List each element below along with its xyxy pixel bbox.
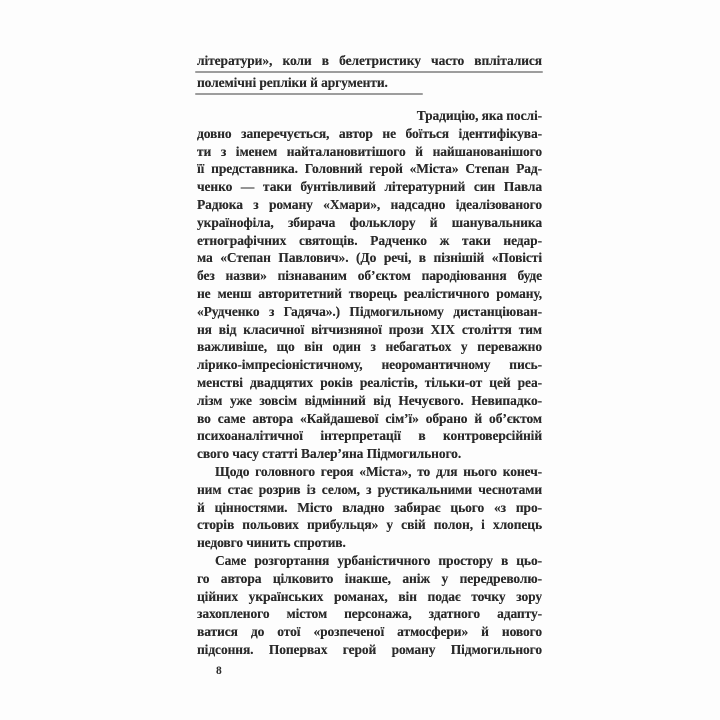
body-line bbox=[197, 499, 542, 517]
body-line bbox=[197, 374, 542, 392]
body-line-text: ційних українських романах, він подає точку зору bbox=[197, 588, 542, 604]
quote-line-text: літератури», коли в белетристику часто впліталися bbox=[197, 53, 542, 68]
body-line-text: без назви» пізнаваним об’єктом пародіювання буде bbox=[197, 268, 542, 284]
body-line-text: ня від класичної вітчизняної прози XIX століття тим bbox=[197, 321, 542, 337]
body-line bbox=[197, 552, 542, 570]
quote-line bbox=[197, 50, 542, 72]
body-line bbox=[197, 285, 542, 303]
body-line-text: Традицію, яка послі- bbox=[416, 108, 542, 123]
body-line bbox=[197, 249, 542, 267]
body-line bbox=[197, 160, 542, 178]
body-line bbox=[197, 232, 542, 250]
body-line bbox=[197, 588, 542, 606]
body-line-text: во саме автора «Кайдашевої сім’ї» обрано й об’єктом bbox=[197, 410, 542, 426]
body-line-text: психоаналітичної інтерпретації в контроверсійній bbox=[197, 428, 542, 444]
body-line-text: свого часу статті Валер’яна Підмогильного. bbox=[197, 446, 462, 462]
body-line-text: й цінностями. Місто владно забирає цього «з про- bbox=[197, 499, 542, 515]
body-line-text: Щодо головного героя «Міста», то для нього конеч- bbox=[215, 463, 542, 479]
body-line-text: ватися до отої «розпеченої атмосфери» й нового bbox=[197, 624, 542, 640]
body-line-text: ти з іменем найталановитішого й найшанованішого bbox=[197, 143, 542, 159]
body-line bbox=[197, 623, 542, 641]
body-line bbox=[197, 463, 542, 481]
body-line bbox=[197, 392, 542, 410]
body-line-text: не менш авторитетний творець реалістичного роману, bbox=[197, 285, 542, 301]
body-line-text: «Рудченко з Гадяча».) Підмогильному дистанціюван- bbox=[197, 303, 542, 319]
quote-line bbox=[197, 72, 542, 94]
body-line bbox=[197, 534, 542, 552]
body-line bbox=[197, 516, 542, 534]
body-line-text: захопленого містом персонажа, здатного адапту- bbox=[197, 606, 542, 622]
body-line bbox=[197, 570, 542, 588]
body-line-text: менстві двадцятих років реалістів, тільки-от цей реа- bbox=[197, 374, 542, 390]
body-line bbox=[197, 445, 542, 463]
body-line-text: підсоння. Попервах герой роману Підмогильного bbox=[197, 641, 542, 657]
body-line-text: українофіла, збирача фольклору й шанувальника bbox=[197, 214, 542, 230]
body-line bbox=[197, 427, 542, 445]
body-line bbox=[197, 196, 542, 214]
body-line-text: Саме розгортання урбаністичного простору в цьо- bbox=[215, 552, 542, 568]
body-line-text: Радюка з роману «Хмари», надсадно ідеалізованого bbox=[197, 196, 542, 212]
body-line bbox=[197, 481, 542, 499]
body-line bbox=[197, 143, 542, 161]
body-line bbox=[197, 605, 542, 623]
body-line bbox=[197, 356, 542, 374]
body-line bbox=[197, 267, 542, 285]
body-line bbox=[197, 125, 542, 143]
body-line-text: довно заперечується, автор не боїться ідентифікува- bbox=[197, 125, 542, 141]
body-line bbox=[197, 214, 542, 232]
body-line bbox=[197, 107, 542, 125]
body-line-text: ним стає розрив із селом, з рустикальними чеснотами bbox=[197, 481, 542, 497]
body-line-text: ма «Степан Павлович». (До речі, в пізнішій «Повісті bbox=[197, 250, 542, 266]
body-line-text: важливіше, що він один з небагатьох у переважно bbox=[197, 339, 542, 355]
body-line-text: го автора цілковито інакше, аніж у передреволю- bbox=[197, 570, 542, 586]
body-line-text: ченко — таки бунтівливий літературний син Павла bbox=[197, 179, 542, 195]
body-line-text: лірико-імпресіоністичному, неоромантичному пись- bbox=[197, 357, 542, 373]
body-line bbox=[197, 338, 542, 356]
body-line-text: лізм уже зовсім відмінний від Нечуєвого. Невипадко- bbox=[197, 392, 542, 408]
quote-line-text: полемічні репліки й аргументи. bbox=[197, 75, 388, 90]
body-line-text: сторів польових прибульця» у свій полон, і хлопець bbox=[197, 517, 542, 533]
underlined-quote-block bbox=[197, 50, 542, 94]
body-line bbox=[197, 410, 542, 428]
pen-underline bbox=[195, 93, 423, 95]
page-number: 8 bbox=[216, 665, 222, 677]
body-line-text: недовго чинить спротив. bbox=[197, 535, 346, 551]
body-line bbox=[197, 303, 542, 321]
body-line bbox=[197, 178, 542, 196]
body-line-text: її представника. Головний герой «Міста» Степан Рад- bbox=[197, 161, 542, 177]
body-line bbox=[197, 321, 542, 339]
body-line-text: етнографічних святощів. Радченко ж таки недар- bbox=[197, 232, 542, 248]
body-text-block bbox=[197, 107, 542, 659]
body-line bbox=[197, 641, 542, 659]
